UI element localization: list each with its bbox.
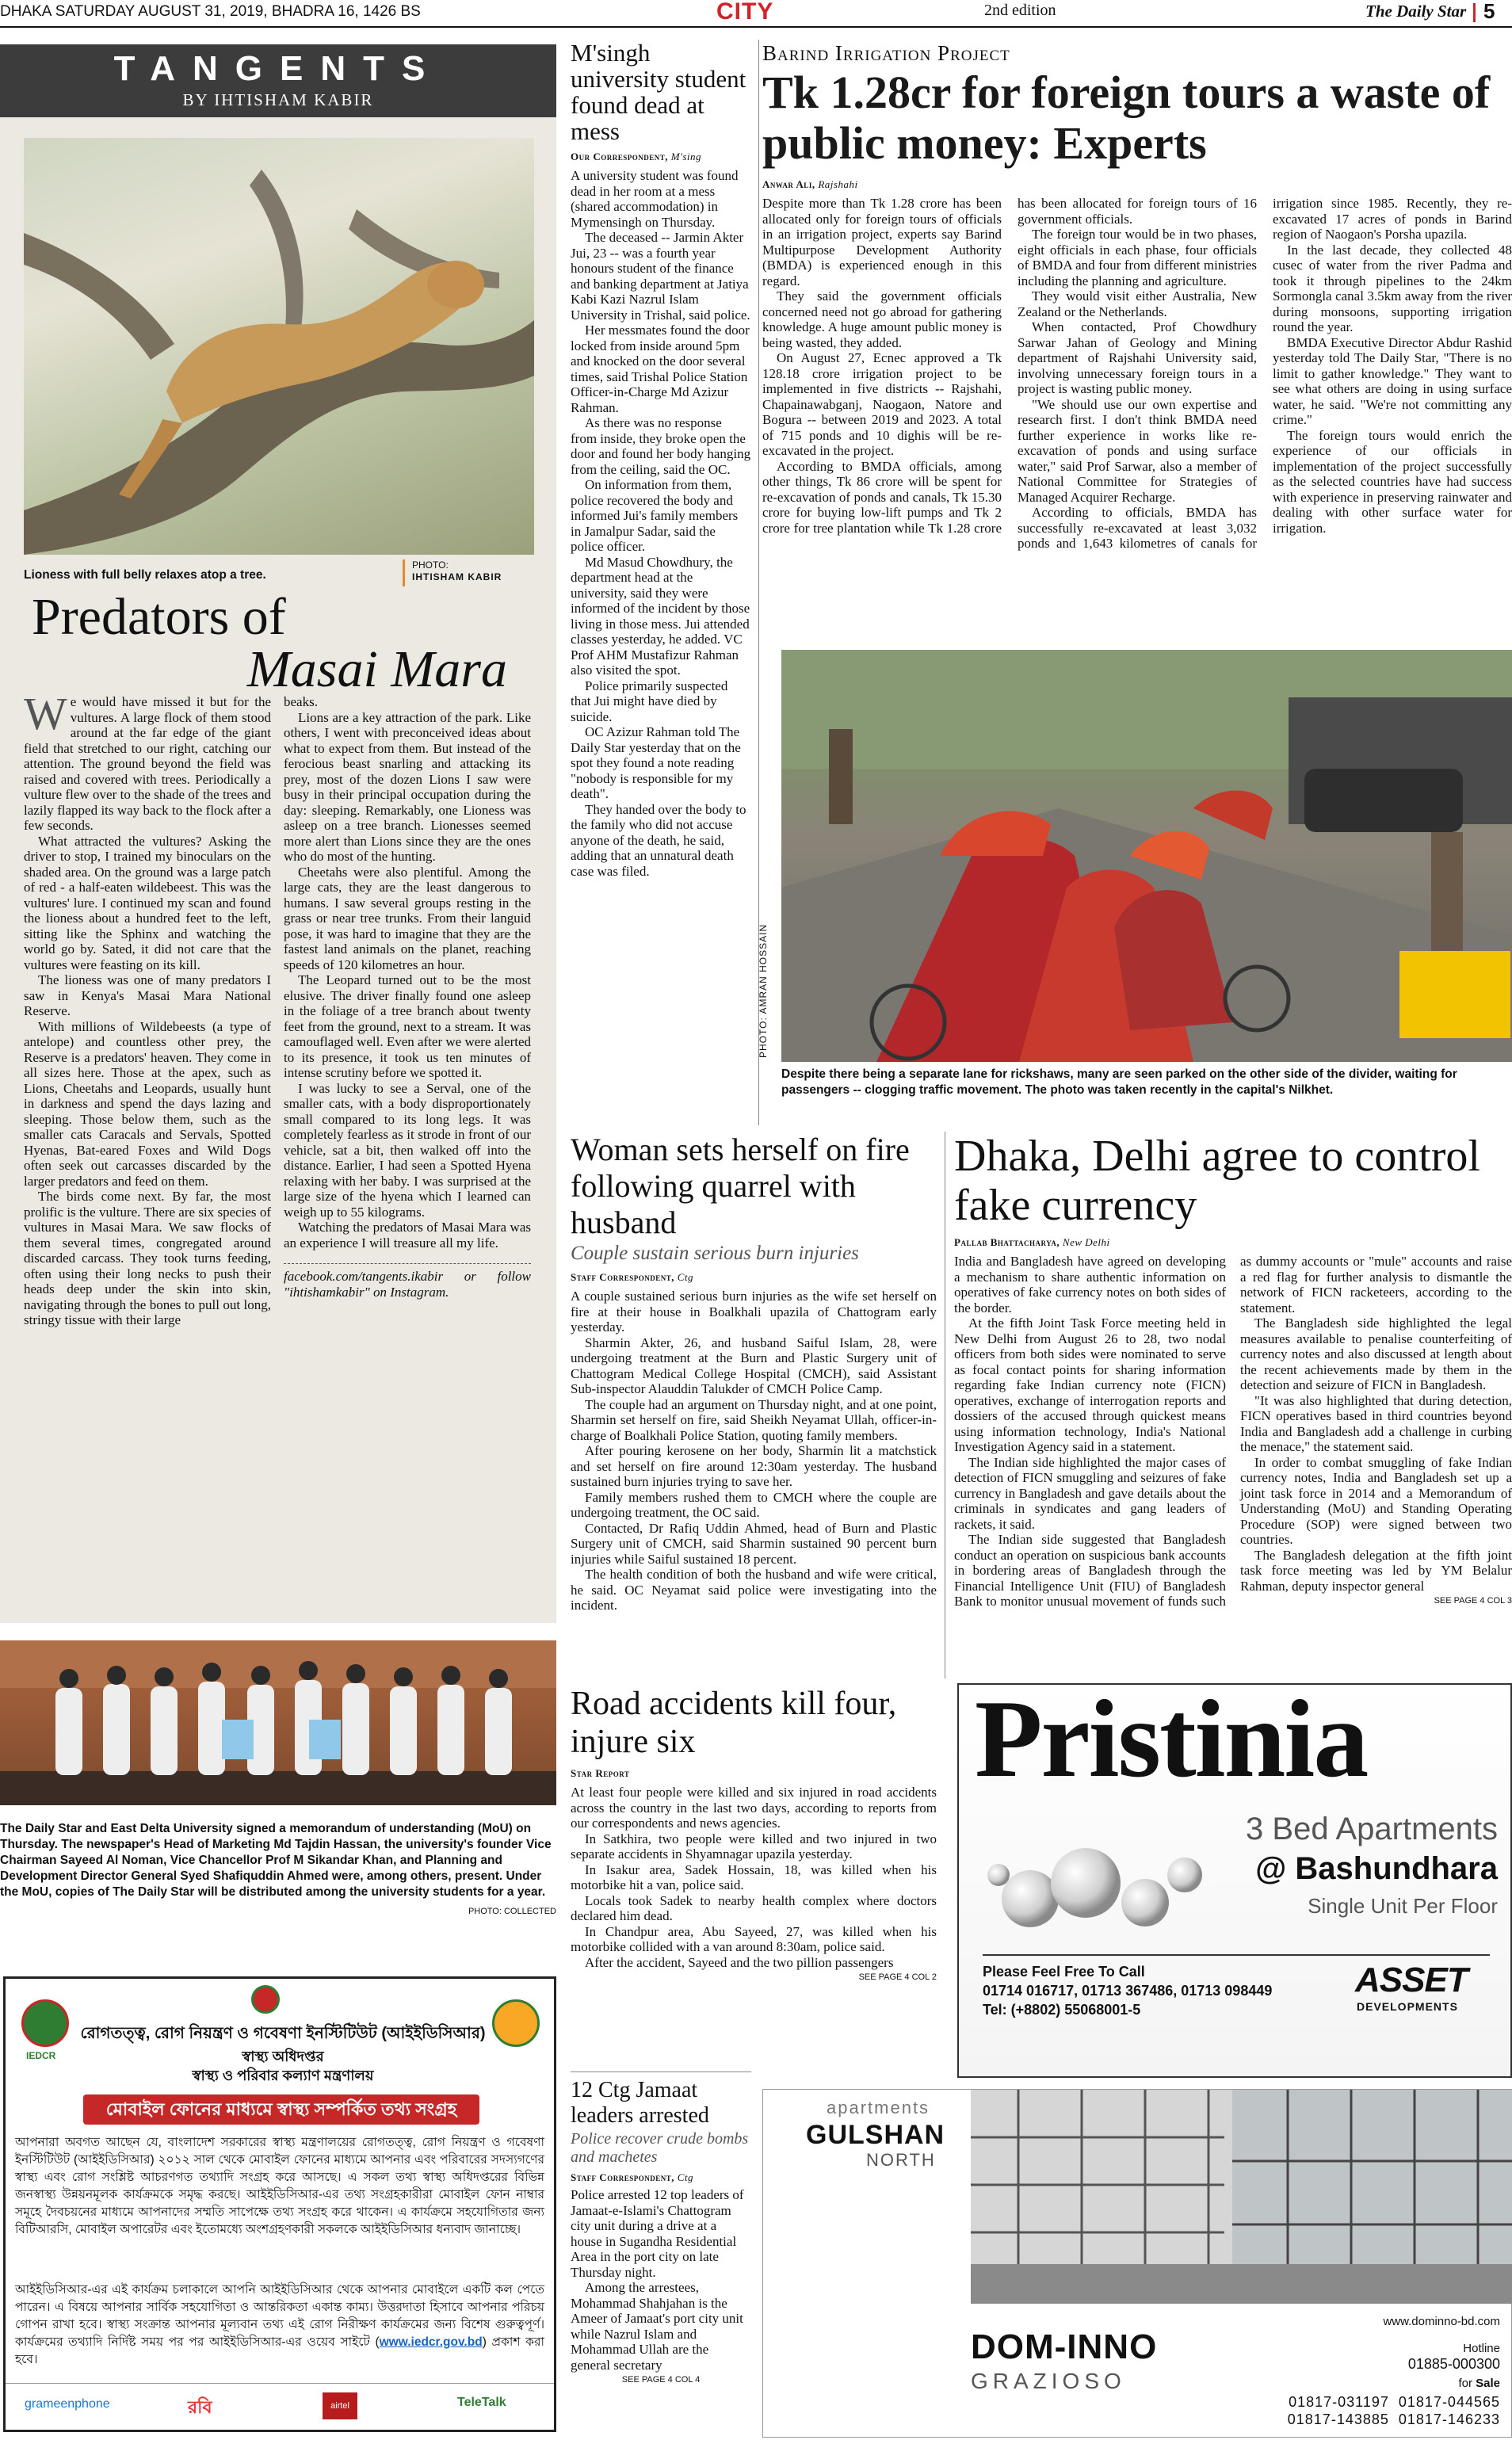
barind-para: The foreign tour would be in two phases, eight officials in each phase, four officials of BMDA and four from different ministries including the planning and agriculture. xyxy=(1018,227,1257,288)
tangents-title: TANGENTS xyxy=(113,49,443,88)
woman-byline xyxy=(571,1271,937,1284)
msingh-para: Police primarily suspected that Jui might have died by suicide. xyxy=(571,678,728,724)
iedcr-dept: স্বাস্থ্য অধিদপ্তর xyxy=(242,2049,324,2064)
paper-name: The Daily Star xyxy=(1365,2,1467,21)
tangents-para: Cheetahs were also plentiful. Among the large cats, they are the least dangerous to humans. I saw several groups resting in the grass or near tree trunks. From their languid pose, it was hard to imagine that they are the fastest land animals on the planet, reaching speeds of 120 kilometres an hour. xyxy=(284,864,531,972)
dhaka-delhi-para: In order to combat smuggling of fake Indian currency notes, India and Bangladesh set up a joint task force in 2014 and a Memorandum of Understanding (MoU) and Standing Operating Procedure (SOP) were signed between two countries. xyxy=(1240,1454,1512,1547)
gulshan-title: GULSHAN xyxy=(806,2120,945,2150)
page-number: 5 xyxy=(1483,0,1495,23)
jamaat-para: Among the arrestees, Mohammad Shahjahan is the Ameer of Jamaat's port city unit while Nazrul Islam and Mohammad Ullah are the general secretary xyxy=(571,2280,743,2373)
woman-para: The health condition of both the husband and wife were critical, he said. OC Neyamat said police were investigating into the incident. xyxy=(571,1567,937,1613)
woman-para: Contacted, Dr Rafiq Uddin Ahmed, head of Burn and Plastic Surgery unit of CMCH, said Sharmin sustained 90 percent burn injuries while Saiful sustained 18 percent. xyxy=(571,1520,937,1567)
headline-line1: Predators of xyxy=(32,588,286,646)
dhaka-delhi-headline: Dhaka, Delhi agree to control fake currency xyxy=(954,1132,1480,1230)
barind-para: They would visit either Australia, New Zealand or the Netherlands. xyxy=(1018,288,1257,319)
dropcap: W xyxy=(24,688,67,739)
barind-para: In the last decade, they collected 48 cusec of water from the river Padma and took it through pipelines to the 24km Sormongla canal 3.5km away from the river during monsoons, supporting irrigation round the year. xyxy=(1273,242,1512,334)
barind-para: Despite more than Tk 1.28 crore has been allocated only for foreign tours of officials in an irrigation project, experts say Barind Multipurpose Development Authority (BMDA) is experienced enough in this regard. xyxy=(762,196,1002,288)
road-article xyxy=(571,1685,937,1986)
mou-illustration xyxy=(0,1640,556,1805)
msingh-headline: M'singh university student found dead at mess xyxy=(571,39,746,145)
woman-subhead: Couple sustain serious burn injuries xyxy=(571,1243,859,1264)
tangents-para: I was lucky to see a Serval, one of the smaller cats, with a body disproportionately small compared to its long legs. It was completely fearless as it strode in front of our vehicle, sat a bit, then walked off into the distance. Earlier, I had seen a Spotted Hyena relaxing with her baby. I was surprised at the large size of the hyena which I learned can weigh up to 55 kilograms. xyxy=(284,1080,531,1220)
caption-divider xyxy=(403,559,405,586)
road-para: In Satkhira, two people were killed and two injured in two separate accidents in Shyamnagar upazila yesterday. xyxy=(571,1831,937,1862)
msingh-body xyxy=(571,168,751,879)
road-para: In Chandpur area, Abu Sayeed, 27, was killed when his motorbike collided with a van around 8:30am, police said. xyxy=(571,1923,937,1954)
tangents-footer-note[interactable]: facebook.com/tangents.ikabir or follow "ihtishamkabir" on Instagram. xyxy=(284,1269,531,1300)
for-sale-label xyxy=(1342,2377,1500,2390)
lioness-photo-credit xyxy=(412,559,502,583)
developer-logo: ASSET xyxy=(1355,1961,1468,1999)
barind-para: "We should use our own expertise and research first. I don't think BMDA need further experience in works like re-excavation of ponds and using surface water," said Prof Sarwar, also a member of National Committee for Strategies of Managed Acquirer Recharge. xyxy=(1018,396,1257,505)
barind-para: According to BMDA officials, among other things, Tk 86 crore will be spent for re-excavation of ponds and canals, Tk 15.30 crore for buying low-lift pumps and Tk 2 crore for tree plantation while Tk 1.28 crore has been allocated for foreign tours of 16 government officials. xyxy=(762,196,1257,536)
mou-caption-text: The Daily Star and East Delta University signed a memorandum of understanding (MoU) on Thursday. The newspaper's Head of Marketing Md Tajdin Hassan, the university's founder Vice Chairman Sayeed Al Noman, Vice Chancellor Prof M Sikandar Khan, and Planning and Development Director General Syed Shafiquddin Ahmed were, among others, present. Under the MoU, copies of The Daily Star will be distributed among the university students for a year. xyxy=(0,1822,552,1899)
rickshaw-photo-caption: Despite there being a separate lane for rickshaws, many are seen parked on the other side of the divider, waiting for passengers -- clogging traffic movement. The photo was taken recently in the capital's Nilkhet. xyxy=(781,1067,1457,1097)
iedcr-org-name: রোগতত্ত্ব, রোগ নিয়ন্ত্রণ ও গবেষণা ইনস্টিটিউট (আইইডিসিআর) xyxy=(80,2025,486,2042)
woman-article xyxy=(571,1132,937,1613)
pristinia-contact-bar xyxy=(983,1954,1490,1956)
msingh-para: The deceased -- Jarmin Akter Jui, 23 -- was a fourth year honours student of the finance and banking department at Jatiya Kabi Kazi Nazrul Islam University in Trishal, said police. xyxy=(571,230,750,323)
credit-label: PHOTO: xyxy=(412,559,449,571)
barind-para: When contacted, Prof Chowdhury Sarwar Jahan of Geology and Mining department of Rajshahi University said, involving unnecessary foreign tours in a project is wasting public money. xyxy=(1018,319,1257,396)
barind-article xyxy=(762,41,1512,608)
tangents-para: The lioness was one of many predators I saw in Kenya's Masai Mara National Reserve. xyxy=(24,972,271,1018)
pristinia-brand: Pristinia xyxy=(975,1678,1368,1800)
dhaka-delhi-byline-author: Pallab Bhattacharya, xyxy=(954,1236,1060,1248)
jamaat-body xyxy=(571,2187,751,2388)
jamaat-continued: SEE PAGE 4 COL 4 xyxy=(621,2375,701,2385)
barind-kicker: Barind Irrigation Project xyxy=(762,41,1010,65)
dhaka-delhi-para: "It was also highlighted that during detection, FICN operatives based in third countries beyond India and Bangladesh add a challenge in curbing the menace," the statement said. xyxy=(1240,1392,1512,1454)
jamaat-subhead: Police recover crude bombs and machetes xyxy=(571,2130,749,2166)
gulshan-ad xyxy=(762,2089,1512,2438)
iedcr-para-2-before: আইইডিসিআর-এর এই কার্যক্রম চলাকালে আপনি আইইডিসিআর থেকে আপনার মোবাইলে একটি কল পেতে পারেন। এ বিষয়ে আপনার সার্বিক সহযোগিতা ও আন্তরিকতা একান্ত কাম্য। উত্তরদাতা হিসাবে আপনার পরিচয় গোপন রাখা হবে। স্বাস্থ্য সংক্রান্ত আপনার মূল্যবান তথ্য এই রোগ নিরীক্ষণ কার্যক্রমের জন্য বিশেষ গুরুত্বপূর্ণ। কার্যক্রমের তথ্যাদি নির্দিষ্ট সময় পর পর আইইডিসিআর-এর ওয়েব সাইটে ( xyxy=(15,2283,544,2349)
msingh-para: OC Azizur Rahman told The Daily Star yesterday that on the spot they found a note reading "nobody is responsible for my death". xyxy=(571,724,741,801)
credit-name: IHTISHAM KABIR xyxy=(412,571,502,582)
gulshan-website[interactable]: www.dominno-bd.com xyxy=(1383,2315,1500,2328)
developer-sub: DEVELOPMENTS xyxy=(1357,2000,1458,2013)
iedcr-ad-divider xyxy=(6,2383,554,2384)
tangents-para: beaks. xyxy=(284,694,318,709)
edition-label: 2nd edition xyxy=(984,2,1056,19)
dhaka-delhi-body xyxy=(954,1254,1512,1666)
barind-body xyxy=(762,196,1512,608)
sponsor-teletalk: TeleTalk xyxy=(457,2396,506,2409)
mou-photo xyxy=(0,1640,556,1805)
barind-byline-place: Rajshahi xyxy=(818,178,858,190)
road-para: Locals took Sadek to nearby health complex where doctors declared him dead. xyxy=(571,1892,937,1923)
dhaka-delhi-para: The Bangladesh side highlighted the legal measures available to penalise counterfeiting of currency notes and also discussed at length about the recent achievements made by them in the detection and seizure of FICN in Bangladesh. xyxy=(1240,1315,1512,1392)
barind-para: They said the government officials concerned need not go abroad for gathering knowledge. A huge amount public money is being wasted, they added. xyxy=(762,288,1002,350)
woman-byline-place: Ctg xyxy=(677,1271,694,1283)
dominno-brand: DOM-INNO xyxy=(971,2327,1158,2366)
tangents-para: Watching the predators of Masai Mara was an experience I will treasure all my life. xyxy=(284,1220,531,1251)
pearls-icon xyxy=(983,1827,1220,1938)
woman-para: The couple had an argument on Thursday night, and at one point, Sharmin set herself on fire, said Sheikh Neyamat Ullah, officer-in-charge of Boalkhali Police Station, quoting family members. xyxy=(571,1396,937,1443)
road-continued: SEE PAGE 4 COL 2 xyxy=(858,1972,937,1982)
barind-para: BMDA Executive Director Abdur Rashid yesterday told The Daily Star, "There is no limit to gather knowledge." They want to see what others are doing in using surface water, he said. "We're not committing any crime." xyxy=(1273,334,1512,427)
dhaka-delhi-continued: SEE PAGE 4 COL 3 xyxy=(1434,1596,1512,1606)
woman-para: After pouring kerosene on her body, Sharmin lit a matchstick and set herself on fire around 12:30am yesterday. The husband sustained burn injuries trying to save her. xyxy=(571,1443,937,1489)
msingh-para: On information from them, police recovered the body and informed Jui's family members in Jamalpur Sadar, said the police officer. xyxy=(571,477,739,554)
tangents-para: Lions are a key attraction of the park. Like others, I went with preconceived ideas about what to expect from them. But instead of the ferocious beast snarling and attacking its prey, most of the dozen Lions I saw were busy in their principal occupation during the day: sleeping. Remarkably, one Lioness was asleep on a tree branch. Lionesses seemed more alert than Lions since they are the ones who do most of the hunting. xyxy=(284,709,531,864)
road-headline: Road accidents kill four, injure six xyxy=(571,1686,897,1760)
iedcr-para-2 xyxy=(15,2282,544,2369)
pristinia-phones[interactable]: 01714 016717, 01713 367486, 01713 098449 xyxy=(983,1983,1273,1999)
sponsor-grameenphone: grameenphone xyxy=(25,2397,110,2411)
pearls-image xyxy=(983,1827,1220,1938)
iedcr-logo-label: IEDCR xyxy=(26,2050,56,2061)
sponsor-robi: রবি xyxy=(188,2397,212,2417)
tangents-footer-rule xyxy=(284,1263,531,1264)
woman-para: Family members rushed them to CMCH where the couple are undergoing treatment, the OC said. xyxy=(571,1489,937,1520)
mou-photo-credit: PHOTO: COLLECTED xyxy=(468,1907,556,1916)
sponsor-airtel: airtel xyxy=(323,2392,357,2419)
tangents-byline: BY IHTISHAM KABIR xyxy=(182,90,374,109)
msingh-para: They handed over the body to the family who did not accuse anyone of the death, he said, adding that an unnatural death case was filed. xyxy=(571,801,746,879)
masthead-rule xyxy=(0,26,1512,28)
dhaka-delhi-byline xyxy=(954,1236,1512,1249)
jamaat-article xyxy=(571,2078,751,2388)
lioness-photo-caption: Lioness with full belly relaxes atop a tree. xyxy=(24,568,266,582)
dominno-brand-sub: GRAZIOSO xyxy=(971,2369,1126,2393)
section-name: CITY xyxy=(716,0,774,25)
msingh-para: A university student was found dead in her room at a mess (shared accommodation) in Mymensingh on Thursday. xyxy=(571,168,739,230)
gulshan-building-photo xyxy=(971,2090,1512,2304)
iedcr-logo xyxy=(21,1999,69,2047)
road-para: At least four people were killed and six injured in road accidents across the country in the last two days, according to reports from our correspondents and news agencies. xyxy=(571,1785,937,1831)
dhaka-delhi-para: The Indian side suggested that Bangladesh conduct an operation on suspicious bank accounts in bordering areas of Bangladesh through the Financial Intelligence Unit (FIU) of Bangladesh Bank to monitor unusual movement of funds such as dummy accounts or "mule" accounts and raise a red flag for further analysis to dismantle the network of FICN racketeers, according to the statement. xyxy=(954,1254,1512,1609)
page-number-divider xyxy=(1473,3,1476,22)
msingh-para: As there was no response from inside, they broke open the door and found her body hanging from the ceiling, said the OC. xyxy=(571,415,751,477)
tangents-para: e would have missed it but for the vultures. A large flock of them stood around at the far edge of the giant field that stretched to our right, catching our attention. The ground beyond the field was raised and covered with trees. Periodically a vulture flew over to the shade of the trees and lazily flapped its way back to the flock after a few seconds. xyxy=(24,694,271,833)
msingh-byline-place: M'sing xyxy=(670,151,702,162)
gulshan-kicker: apartments xyxy=(827,2098,930,2117)
msingh-article xyxy=(571,40,751,879)
gulshan-subtitle: NORTH xyxy=(866,2150,936,2170)
iedcr-website-link[interactable]: www.iedcr.gov.bd xyxy=(379,2335,483,2349)
woman-para: A couple sustained serious burn injuries as the wife set herself on fire at their house in Boalkhali upazila of Chattogram early yesterday. xyxy=(571,1289,937,1335)
pristinia-call-label: Please Feel Free To Call xyxy=(983,1964,1145,1980)
hotline-number[interactable]: 01885-000300 xyxy=(1407,2356,1500,2372)
iedcr-para-1: আপনারা অবগত আছেন যে, বাংলাদেশ সরকারের স্বাস্থ্য মন্ত্রণালয়ের রোগতত্ত্ব, রোগ নিয়ন্ত্রণ ও গবেষণা ইনস্টিটিউট (আইইডিসিআর) ২০১২ সাল থেকে মোবাইল ফোনের মাধ্যমে আপনার এবং পরিবারের সদস্যগণের স্বাস্থ্য এবং রোগ সংশ্লিষ্ট আচরণগত তথ্যাদি সংগ্রহ করে আসছে। এ সকল তথ্য স্বাস্থ্য অধিদপ্তরের বিভিন্ন জনস্বাস্থ্য উন্নয়নমূলক কার্যক্রমকে সমৃদ্ধ করছে। আইইডিসিআর-এর তথ্য সংগ্রহকারীরা মোবাইল ফোন নাম্বার সমূহে দৈবচয়নের মাধ্যমে আপনাদের সম্মতি সাপেক্ষে তথ্য সংগ্রহ করে থাকেন। এ কার্যক্রমে সহযোগিতার জন্য বিটিআরসি, মোবাইল অপারেটর এবং ইতোমধ্যে অংশগ্রহণকারী সকলকে আইইডিসিআর ধন্যবাদ জানাচ্ছে। xyxy=(15,2136,544,2236)
masthead xyxy=(0,0,1512,27)
jamaat-byline-author: Staff Correspondent, xyxy=(571,2171,674,2183)
iedcr-banner: মোবাইল ফোনের মাধ্যমে স্বাস্থ্য সম্পর্কিত তথ্য সংগ্রহ xyxy=(83,2094,479,2125)
tangents-banner xyxy=(0,44,556,117)
woman-headline: Woman sets herself on fire following quarrel with husband xyxy=(571,1132,910,1240)
dhaka-delhi-article xyxy=(954,1132,1512,1666)
sale-phones-2[interactable]: 01817-143885 01817-146233 xyxy=(1287,2411,1500,2427)
msingh-byline-author: Our Correspondent, xyxy=(571,151,669,162)
road-body xyxy=(571,1785,937,1986)
barind-para: According to officials, BMDA has successfully re-excavated at least 3,032 ponds and 1,643 kilometres of canals for irrigation since 1985. Recently, they re-excavated 17 acres of ponds in Barind region of Naogaon's Porsha upazila. xyxy=(1018,196,1512,551)
tangents-para: The Leopard turned out to be the most elusive. The driver finally found one asleep in the foliage of a tree branch about twenty feet from the ground, next to a stream. It was camouflaged well. Even after we were alerted to its presence, it took us ten minutes of intense scrutiny before we spotted it. xyxy=(284,972,531,1080)
tangents-section xyxy=(0,44,556,1623)
lioness-illustration xyxy=(24,138,534,555)
tangents-para: The birds come next. By far, the most prolific is the vulture. There are six species of vultures in Masai Mara. We saw flocks of them several times, congregated around discarded carcass. They took turns feeding, often using their long necks to push their heads deep under the skin into skin, navigating through the bones to pull out long, stringy tissue with their large xyxy=(24,1189,271,1327)
dhaka-delhi-para: The Indian side highlighted the major cases of detection of FICN smuggling and seizures of fake currency in Bangladesh and gave details about the criminals in syndicates and gang leaders of rackets, it said. xyxy=(954,1454,1226,1532)
rickshaw-photo-credit: PHOTO: AMRAN HOSSAIN xyxy=(758,923,769,1058)
iedcr-ministry: স্বাস্থ্য ও পরিবার কল্যাণ মন্ত্রণালয় xyxy=(192,2068,374,2083)
jamaat-byline-place: Ctg xyxy=(677,2171,694,2183)
barind-para: The foreign tours would enrich the experience of our officials in implementation of the project successfully as the selected countries have had success with experience in preserving rainwater and dealing with other surface water for irrigation. xyxy=(1273,427,1512,536)
headline-line2: Masai Mara xyxy=(246,640,507,698)
govt-seal-icon xyxy=(251,1985,280,2014)
lioness-photo xyxy=(24,138,534,555)
dhaka-delhi-para: The Bangladesh delegation at the fifth joint task force meeting was led by YM Belalur Rahman, deputy inspector general xyxy=(1240,1547,1512,1594)
pristinia-ad xyxy=(957,1678,1512,2078)
dhaka-delhi-para: At the fifth Joint Task Force meeting held in New Delhi from August 26 to 28, two nodal officers from both sides were nominated to serve as focal contact points for sharing information regarding fake Indian currency note (FICN) operatives, exchange of interrogation reports and dossiers of the accused through quickest means using information technology, India's National Investigation Agency said in a statement. xyxy=(954,1315,1226,1454)
road-para: In Isakur area, Sadek Hossain, 18, was killed when his motorbike hit a van, police said. xyxy=(571,1862,937,1892)
mou-photo-caption xyxy=(0,1821,556,1919)
dhaka-delhi-para: India and Bangladesh have agreed on developing a mechanism to share authentic information on operatives of fake currency notes on both sides of the border. xyxy=(954,1254,1226,1315)
sale-phones-1[interactable]: 01817-031197 01817-044565 xyxy=(1289,2394,1500,2410)
jamaat-byline xyxy=(571,2171,751,2184)
woman-para: Sharmin Akter, 26, and husband Saiful Islam, 28, were undergoing treatment at the Burn and Plastic Surgery unit of Chattogram Medical College Hospital (CMCH), said Assistant Sub-inspector Alauddin Talukder of CMCH Police Camp. xyxy=(571,1335,937,1396)
msingh-byline xyxy=(571,151,751,163)
road-byline: Star Report xyxy=(571,1767,630,1779)
road-para: After the accident, Sayeed and the two pillion passengers xyxy=(585,1954,894,1970)
iedcr-ad xyxy=(3,1976,556,2432)
pristinia-tagline-2: @ Bashundhara xyxy=(1255,1851,1498,1886)
barind-byline-author: Anwar Ali, xyxy=(762,178,815,190)
tangents-col-2 xyxy=(284,694,531,1300)
pristinia-tagline-3: Single Unit Per Floor xyxy=(1308,1894,1498,1918)
rickshaw-illustration xyxy=(781,650,1512,1062)
masthead-date-text: DHAKA SATURDAY AUGUST 31, 2019, BHADRA 16, 1426 BS xyxy=(0,3,421,20)
iedcr-para-2-after: ) প্রকাশ করা হবে। xyxy=(15,2335,544,2366)
barind-para: On August 27, Ecnec approved a Tk 128.18 crore irrigation project to be implemented in five districts -- Rajshahi, Chapainawabganj, Naogaon, Natore and Bogura -- between 2019 and 2023. A total of 715 ponds and 10 dighis will be re-excavated in the project. xyxy=(762,350,1002,458)
for-sale-word: Sale xyxy=(1476,2377,1500,2390)
for-sale-prefix: for xyxy=(1458,2377,1472,2390)
tangents-para: With millions of Wildebeests (a type of antelope) and countless other prey, the Reserve is a predators' heaven. They come in all sizes here. Those at the apex, such as Lions, Cheetahs and Leopards, usually hunt in darkness and spend the days lazing and sleeping. Those below them, such as the smaller cats Caracals and Servals, Spotted Hyenas, Bat-eared Foxes and Wild Dogs often seek out carcasses discarded by the larger predators and feed on them. xyxy=(24,1018,271,1189)
woman-byline-author: Staff Correspondent, xyxy=(571,1271,674,1283)
rickshaw-photo xyxy=(781,650,1512,1062)
tangents-headline xyxy=(32,588,539,698)
masthead-date xyxy=(0,3,421,21)
jamaat-para: Police arrested 12 top leaders of Jamaat-e-Islami's Chattogram city unit during a drive at a house in Sugandha Residential Area in the port city on late Thursday night. xyxy=(571,2187,744,2280)
pristinia-tagline-1: 3 Bed Apartments xyxy=(1246,1812,1498,1846)
jamaat-headline: 12 Ctg Jamaat leaders arrested xyxy=(571,2078,709,2128)
barind-headline: Tk 1.28cr for foreign tours a waste of public money: Experts xyxy=(762,67,1491,169)
building-illustration xyxy=(971,2090,1512,2304)
msingh-para: Md Masud Chowdhury, the department head at the university, said they were informed of the incident by those living in those mess. Jui attended classes yesterday, he added. VC Prof AHM Mustafizur Rahman also visited the spot. xyxy=(571,554,750,678)
pristinia-tel[interactable]: Tel: (+8802) 55068001-5 xyxy=(983,2002,1141,2018)
partner-logo xyxy=(492,1999,540,2047)
tangents-para: What attracted the vultures? Asking the driver to stop, I trained my binoculars on the shaded area. On the ground was a large patch of red - a half-eaten wildebeest. This was the vultures' lure. I continued my scan and found the lioness about a hundred feet to the left, sitting like the Sphinx and watching the world go by. Sated, it did not care that the vultures were feasting on its kill. xyxy=(24,833,271,972)
hotline-label: Hotline xyxy=(1463,2342,1500,2355)
msingh-para: Her messmates found the door locked from inside around 5pm and knocked on the door several times, said Trishal Police Station Officer-in-Charge Md Azizur Rahman. xyxy=(571,323,750,415)
woman-body xyxy=(571,1289,937,1613)
barind-byline xyxy=(762,178,1512,191)
dhaka-delhi-byline-place: New Delhi xyxy=(1062,1236,1110,1248)
tangents-col-1 xyxy=(24,688,271,1328)
